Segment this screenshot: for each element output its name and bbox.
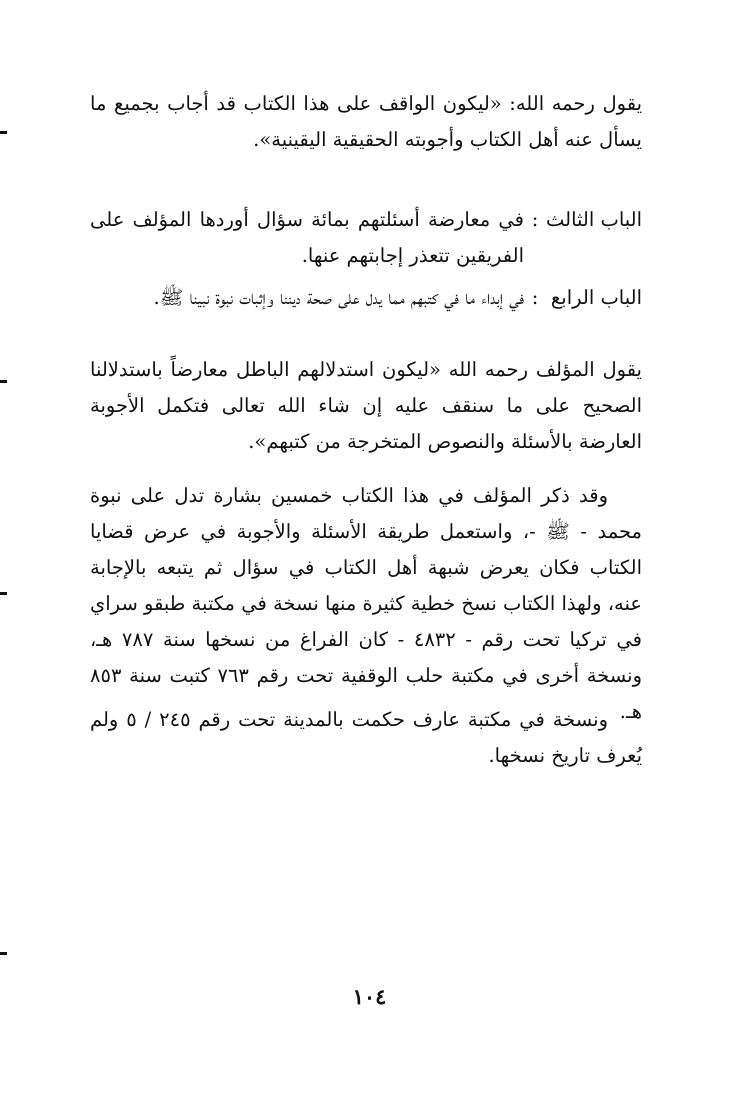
chapter-four-label: الباب الرابع <box>550 286 642 309</box>
intro-quote-paragraph: يقول رحمه الله: «ليكون الواقف على هذا الكتاب قد أجاب بجميع ما يسأل عنه أهل الكتاب وأجوبته الحقيقية اليقينية». <box>90 92 642 151</box>
chapter-four-description: في إبداء ما في كتبهم مما يدل على صحة ديننا وإثبات نبوة نبينا ﷺ. <box>153 286 524 309</box>
author-quote-paragraph: يقول المؤلف رحمه الله «ليكون استدلالهم الباطل معارضاً باستدلالنا الصحيح على ما سنقف عليه إن شاء الله تعالى فتكمل الأجوبة العارضة بالأسئلة والنصوص المتخرجة من كتبهم». <box>90 358 642 453</box>
chapter-three-label: الباب الثالث <box>545 208 642 231</box>
chapter-three-colon: : <box>531 208 539 231</box>
chapter-three-entry <box>90 202 642 274</box>
manuscripts-paragraph: وقد ذكر المؤلف في هذا الكتاب خمسين بشارة تدل على نبوة محمد - ﷺ -، واستعمل طريقة الأسئلة والأجوبة في عرض قضايا الكتاب فكان يعرض شبهة أهل الكتاب في سؤال ثم يتبعه بالإجابة عنه، ولهذا الكتاب نسخ خطية كثيرة منها نسخة في مكتبة طبقو سراي في تركيا تحت رقم - ٤٨٣٢ - كان الفراغ من نسخها سنة ٧٨٧ هـ، ونسخة أخرى في مكتبة حلب الوقفية تحت رقم ٧٦٣ كتبت سنة ٨٥٣ هـ. <box>90 484 642 723</box>
chapter-three-description: في معارضة أسئلتهم بمائة سؤال أوردها المؤلف على الفريقين تتعذر إجابتهم عنها. <box>90 208 524 267</box>
margin-tick-mark <box>0 380 7 383</box>
arif-hikmat-copy-paragraph: ونسخة في مكتبة عارف حكمت بالمدينة تحت رقم ٢٤٥ / ٥ ولم يُعرف تاريخ نسخها. <box>90 708 642 767</box>
chapter-four-entry <box>90 280 642 316</box>
margin-tick-mark <box>0 592 7 595</box>
margin-tick-mark <box>0 952 7 955</box>
margin-tick-mark <box>0 131 7 134</box>
chapter-four-colon: : <box>531 286 539 309</box>
page-number: ١٠٤ <box>352 984 387 1009</box>
